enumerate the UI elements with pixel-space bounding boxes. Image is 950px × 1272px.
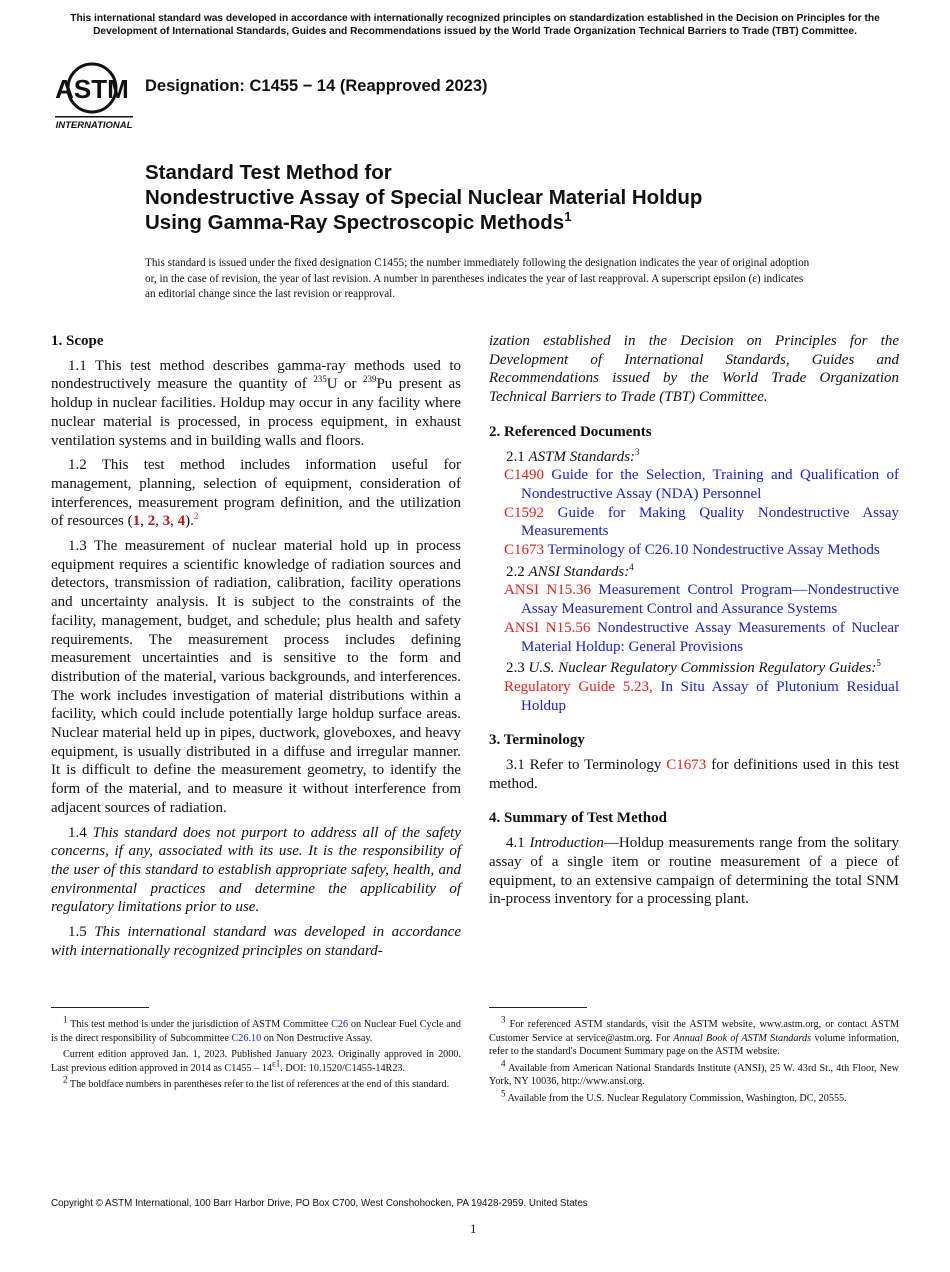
para-4-1: 4.1 Introduction—Holdup measurements range from the solitary assay of a single item or routine measurement of a piece of equipment, to an extensive campaign of determining the total SNM in-process inventory for a processing plant.	[489, 835, 899, 908]
copyright-line: Copyright © ASTM International, 100 Barr Harbor Drive, PO Box C700, West Conshohocken, PA 19428-2959. United States	[51, 1198, 588, 1209]
para-1-4: 1.4 This standard does not purport to address all of the safety concerns, if any, associated with its use. It is the responsibility of the user of this standard to establish appropriate safety, health, and environmental practices and determine the applicability of regulatory limitations prior to use.	[51, 824, 462, 916]
astm-logo	[52, 56, 136, 134]
footnote-link-2[interactable]: 2	[193, 511, 199, 522]
footnote-4: $^4$ Available from American National Standards Institute (ANSI), 25 W. 43rd St., 4th Floor, New York, NY 10036, http://www.ansi.org.	[489, 1058, 899, 1088]
astm-standards-label: 2.1 ASTM Standards:$^3$	[506, 446, 640, 465]
nrc-guides-label: 2.3 U.S. Nuclear Regulatory Commission Regulatory Guides:$^5$	[506, 658, 881, 677]
section-heading-terminology: 3. Terminology	[489, 732, 585, 749]
section-heading-scope: 1. Scope	[51, 333, 104, 349]
ref-ansi-n15-56[interactable]: ANSI N15.56 Nondestructive Assay Measurements of Nuclear Material Holdup: General Provisions	[504, 619, 899, 655]
ref-astm-c1592[interactable]: C1592 Guide for Making Quality Nondestructive Assay Measurements	[504, 504, 900, 540]
ref-link-2[interactable]: 2	[147, 513, 156, 530]
footnote-1-edition: Current edition approved Jan. 1, 2023. Published January 2023. Originally approved in 2000. Last previous edition approved in 2014 as $C1455 - 14^{\varepsilon 1}$. DOI: 10.1520/C1455-14R23.	[51, 1049, 461, 1074]
document-title	[145, 160, 905, 235]
section-heading-summary: 4. Summary of Test Method	[489, 810, 667, 827]
section-heading-referenced-documents: 2. Referenced Documents	[489, 423, 652, 440]
para-1-5: 1.5 This international standard was developed in accordance with internationally recognized principles on standard-	[51, 924, 461, 959]
ref-link-3[interactable]: 3	[162, 513, 171, 530]
ansi-standards-label: 2.2 ANSI Standards:$^4$	[506, 561, 634, 580]
terminology-link-c1673[interactable]: C1673	[666, 757, 707, 774]
left-column	[51, 332, 461, 961]
footnote-1: $^1$ This test method is under the jurisdiction of ASTM Committee C26 on Nuclear Fuel Cycle and is the direct responsibility of Subcommittee C26.10 on Non Destructive Assay.	[51, 1014, 461, 1044]
footnote-2: $^2$ The boldface numbers in parentheses refer to the list of references at the end of this standard.	[63, 1074, 450, 1091]
para-1-5-continued: ization established in the Decision on Principles for the Development of International Standards, Guides and Recommendations issued by the World Trade Organization Technical Barriers to Trade (TBT) Committee.	[489, 333, 899, 406]
para-1-1: 1.1 This test method describes gamma-ray methods used to nondestructively measure the quantity of $^{235}$U or $^{239}$Pu present as holdup in nuclear facilities. Holdup may occur in any facility where nuclear material is processed, in process equipment, in exhaust ventilation systems and in building walls and floors.	[51, 357, 461, 449]
footnote-rule-left	[51, 1007, 149, 1008]
title-footnote-mark[interactable]: 1	[564, 209, 572, 225]
para-1-3: 1.3 The measurement of nuclear material hold up in process equipment requires a scientific knowledge of radiation sources and detectors, transmission of radiation, calibration, facility operations and uncertainty analysis. It is subject to the constraints of the facility, management, budget, and schedule; plus health and safety requirements. The measurement process includes defining measurement uncertainties and is sensitive to the form and distribution of the material, various backgrounds, and interferences. The work includes investigation of material distributions within a facility, which could include potentially large holdup surface areas. Nuclear material held up in pipes, ductwork, gloveboxes, and heavy equipment, is usually distributed in a diffuse and irregular manner. It is difficult to define the measurement geometry, to identify the form of the material, and to measure it without interference from adjacent sources of radiation.	[51, 538, 461, 816]
issued-note: This standard is issued under the fixed designation C1455; the number immediately following the designation indicates the year of original adoption or, in the case of revision, the year of last revision. A number in parentheses indicates the year of last reapproval. A superscript epsilon (ε) indicates an editorial change since the last revision or reapproval.	[145, 257, 810, 301]
title-line-2: Nondestructive Assay of Special Nuclear Material Holdup	[145, 186, 703, 209]
ref-link-4[interactable]: 4	[177, 513, 186, 530]
ref-link-1[interactable]: 1	[132, 513, 141, 530]
ref-astm-c1490[interactable]: C1490 Guide for the Selection, Training and Qualification of Nondestructive Assay (NDA) Personnel	[504, 467, 900, 502]
footnotes-left	[51, 1014, 461, 1092]
subcommittee-c26-10-link[interactable]: C26.10	[231, 1032, 262, 1044]
title-line-3: Using Gamma-Ray Spectroscopic Methods	[145, 211, 565, 234]
designation: Designation: C1455 − 14 (Reapproved 2023)	[145, 77, 488, 95]
footnote-5: $^5$ Available from the U.S. Nuclear Regulatory Commission, Washington, DC, 20555.	[501, 1088, 847, 1104]
footnotes-right	[489, 1014, 899, 1106]
footnote-rule-right	[489, 1007, 587, 1008]
title-line-1: Standard Test Method for	[145, 161, 392, 184]
svg-text:ASTM: ASTM	[55, 74, 129, 104]
ref-astm-c1673[interactable]: C1673 Terminology of C26.10 Nondestructive Assay Methods	[504, 542, 880, 559]
para-1-2: 1.2 This test method includes information useful for management, planning, selection of equipment, consideration of interferences, measurement program definition, and the utilization of resources (1, 2, 3, 4).$^2$	[51, 457, 461, 530]
footnote-3: $^3$ For referenced ASTM standards, visit the ASTM website, www.astm.org, or contact ASTM Customer Service at service@astm.org. For Annual Book of ASTM Standards volume information, refer to the standard's Document Summary page on the ASTM website.	[489, 1014, 899, 1058]
ref-ansi-n15-36[interactable]: ANSI N15.36 Measurement Control Program—Nondestructive Assay Measurement Control and Assurance Systems	[504, 582, 899, 618]
svg-text:INTERNATIONAL: INTERNATIONAL	[55, 120, 133, 131]
right-column	[489, 332, 899, 909]
tbt-notice: This international standard was developed in accordance with internationally recognized principles on standardization established in the Decision on Principles for the Development of International Standards, Guides and Recommendations issued by the World Trade Organization Technical Barriers to Trade (TBT) Committee.	[70, 13, 880, 37]
committee-c26-link[interactable]: C26	[331, 1019, 349, 1030]
ref-nrc-guide-5-23[interactable]: Regulatory Guide 5.23, In Situ Assay of Plutonium Residual Holdup	[504, 678, 900, 714]
para-3-1: 3.1 Refer to Terminology C1673 for definitions used in this test method.	[489, 757, 899, 792]
page-number: 1	[470, 1221, 477, 1236]
